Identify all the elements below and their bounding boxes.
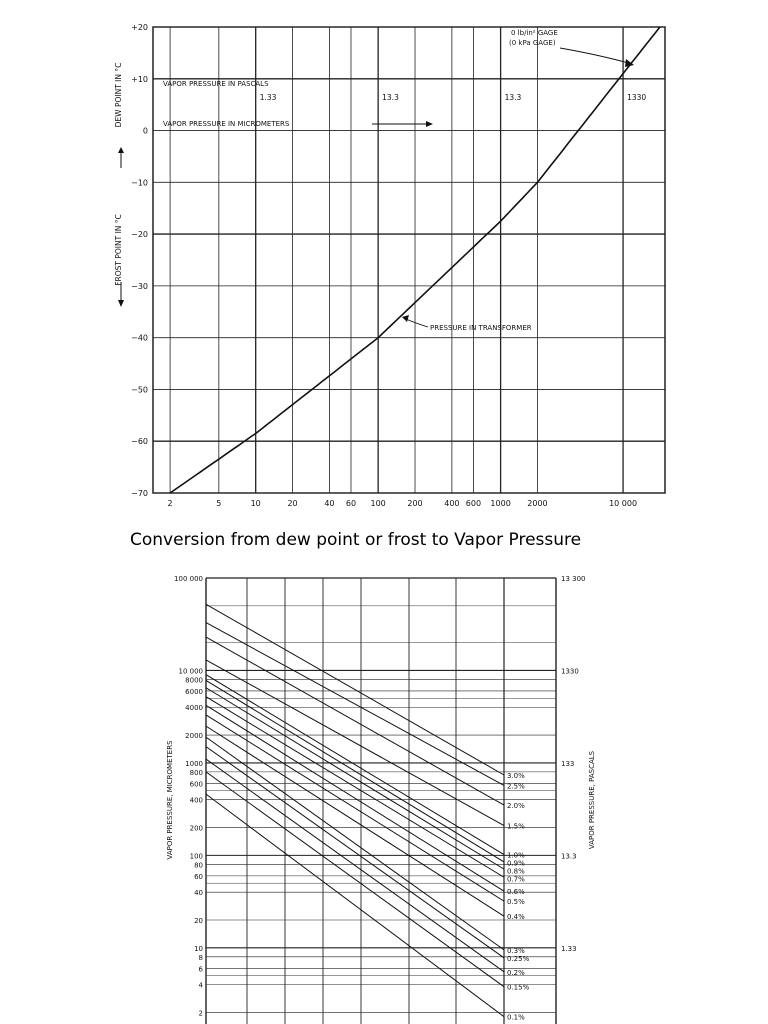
chart2-y-tick-label: 6000 bbox=[185, 687, 203, 696]
chart1-x-tick-label: 10 bbox=[250, 499, 261, 508]
chart2-lines-group bbox=[206, 604, 504, 1016]
chart1-x-tick-label: 10 000 bbox=[609, 499, 638, 508]
chart2-y-tick-label: 10 bbox=[194, 944, 203, 953]
chart2-series-label: 2.0% bbox=[507, 802, 525, 811]
chart2-right-tick-label: 1.33 bbox=[561, 944, 577, 953]
chart2-series-label: 3.0% bbox=[507, 772, 525, 781]
chart1-x-tick-label: 2 bbox=[167, 499, 173, 508]
chart1-x-tick-label: 5 bbox=[216, 499, 222, 508]
chart2-y-tick-label: 2000 bbox=[185, 732, 203, 741]
chart1-micrometers-arrowhead bbox=[426, 121, 433, 127]
chart2-series-label: 1.0% bbox=[507, 851, 525, 860]
chart2-series-label: 0.15% bbox=[507, 983, 530, 992]
chart2-y-tick-label: 60 bbox=[194, 872, 203, 881]
figure-caption: Conversion from dew point or frost to Vapor Pressure bbox=[130, 530, 582, 550]
chart2-y-tick-label: 80 bbox=[194, 861, 203, 870]
chart2-series-line bbox=[206, 697, 504, 878]
chart1-y-tick-label: +10 bbox=[131, 74, 148, 84]
chart2-ylabel-left: VAPOR PRESSURE, MICROMETERS bbox=[166, 740, 174, 860]
chart2-series-label: 0.9% bbox=[507, 859, 525, 868]
chart2-y-tick-label: 4 bbox=[198, 981, 203, 990]
chart1-pascal-label: 1.33 bbox=[259, 93, 277, 102]
chart1-y-tick-label: −50 bbox=[131, 385, 148, 395]
chart2-text-group bbox=[166, 575, 596, 1022]
chart1-x-tick-label: 100 bbox=[370, 499, 386, 508]
chart1-y-tick-label: −40 bbox=[131, 333, 148, 343]
chart1-x-tick-label: 60 bbox=[345, 499, 357, 508]
chart1-annotation-gage-line2: (0 kPa GAGE) bbox=[509, 39, 556, 47]
chart1-x-tick-label: 200 bbox=[407, 499, 423, 508]
chart2-right-tick-label: 13.3 bbox=[561, 852, 577, 861]
chart1-gage-leader bbox=[560, 48, 632, 64]
chart2-series-label: 0.6% bbox=[507, 888, 525, 897]
chart2-series-line bbox=[206, 726, 504, 916]
chart1-ylabel-arrowhead-down bbox=[118, 300, 124, 307]
chart2-series-label: 0.25% bbox=[507, 954, 530, 963]
chart1-y-tick-label: −20 bbox=[131, 230, 148, 240]
chart1-ylabel-dew: DEW POINT IN °C bbox=[114, 62, 123, 128]
chart1-annotation-transformer: PRESSURE IN TRANSFORMER bbox=[430, 324, 532, 332]
chart1-x-tick-label: 400 bbox=[444, 499, 460, 508]
chart1-y-tick-label: −70 bbox=[131, 489, 148, 498]
chart2-y-tick-label: 100 bbox=[189, 852, 203, 861]
chart1-x-tick-label: 2000 bbox=[527, 499, 548, 508]
chart1-annotation-micrometers: VAPOR PRESSURE IN MICROMETERS bbox=[163, 120, 290, 128]
chart1-pascal-label: 13.3 bbox=[382, 93, 399, 102]
chart1-ylabel-arrowhead-up bbox=[118, 147, 124, 153]
chart2-series-label: 1.5% bbox=[507, 822, 525, 831]
chart2-y-tick-label: 800 bbox=[189, 768, 203, 777]
chart1-x-tick-label: 1000 bbox=[490, 499, 511, 508]
chart2-series-label: 0.8% bbox=[507, 867, 525, 876]
chart2-right-tick-label: 1330 bbox=[561, 667, 579, 676]
chart1-x-tick-label: 600 bbox=[465, 499, 482, 508]
chart1-pascal-label: 13.3 bbox=[504, 93, 522, 102]
chart2-series-label: 0.2% bbox=[507, 968, 525, 977]
chart1-plot-frame bbox=[153, 27, 665, 493]
chart1-y-tick-label: −10 bbox=[131, 178, 148, 188]
chart2-y-tick-label: 6 bbox=[198, 965, 203, 974]
chart2-y-tick-label: 40 bbox=[194, 889, 203, 898]
vapor-pressure-chart bbox=[0, 570, 768, 1024]
chart2-right-tick-label: 133 bbox=[561, 759, 575, 768]
chart2-y-tick-label: 1000 bbox=[185, 759, 203, 768]
chart2-y-tick-label: 8 bbox=[198, 953, 203, 962]
chart2-series-line bbox=[206, 772, 504, 987]
chart2-y-tick-label: 10 000 bbox=[178, 667, 203, 676]
chart2-right-tick-label: 13 300 bbox=[561, 575, 586, 583]
chart1-y-tick-label: −30 bbox=[131, 281, 148, 291]
chart1-annotation-gage-line1: 0 lb/in² GAGE bbox=[511, 29, 558, 37]
chart2-series-line bbox=[206, 737, 504, 950]
chart2-series-line bbox=[206, 637, 504, 805]
chart1-pascal-label: 1330 bbox=[627, 93, 647, 102]
chart1-transformer-arrowhead bbox=[402, 315, 409, 322]
chart2-series-label: 0.7% bbox=[507, 875, 525, 884]
chart2-series-label: 0.3% bbox=[507, 946, 525, 955]
chart2-series-label: 0.5% bbox=[507, 898, 525, 907]
chart2-series-line bbox=[206, 705, 504, 891]
chart1-text-group bbox=[114, 23, 646, 508]
chart2-y-tick-label: 200 bbox=[189, 824, 203, 833]
chart2-y-tick-label: 20 bbox=[194, 916, 203, 925]
chart2-y-tick-label: 2 bbox=[198, 1009, 203, 1018]
chart2-series-line bbox=[206, 623, 504, 786]
chart2-y-tick-label: 600 bbox=[189, 780, 203, 789]
chart2-series-line bbox=[206, 604, 504, 775]
chart2-series-label: 2.5% bbox=[507, 782, 525, 791]
chart1-annotation-pascals: VAPOR PRESSURE IN PASCALS bbox=[163, 80, 269, 88]
chart1-y-tick-label: +20 bbox=[131, 23, 148, 32]
chart2-y-tick-label: 400 bbox=[189, 796, 203, 805]
chart1-x-tick-label: 20 bbox=[287, 499, 298, 508]
chart1-ylabel-frost: FROST POINT IN °C bbox=[114, 214, 123, 286]
chart2-series-line bbox=[206, 759, 504, 972]
chart2-y-tick-label: 4000 bbox=[185, 704, 203, 713]
chart2-y-tick-label: 100 000 bbox=[174, 575, 203, 583]
chart2-ylabel-right: VAPOR PRESSURE, PASCALS bbox=[588, 750, 596, 850]
chart1-y-tick-label: −60 bbox=[131, 437, 148, 447]
chart2-series-label: 0.4% bbox=[507, 913, 525, 922]
chart1-x-tick-label: 40 bbox=[324, 499, 335, 508]
chart2-series-label: 0.1% bbox=[507, 1013, 525, 1022]
chart2-y-tick-label: 8000 bbox=[185, 676, 203, 685]
chart1-y-tick-label: 0 bbox=[142, 126, 148, 136]
chart2-series-line bbox=[206, 680, 504, 861]
